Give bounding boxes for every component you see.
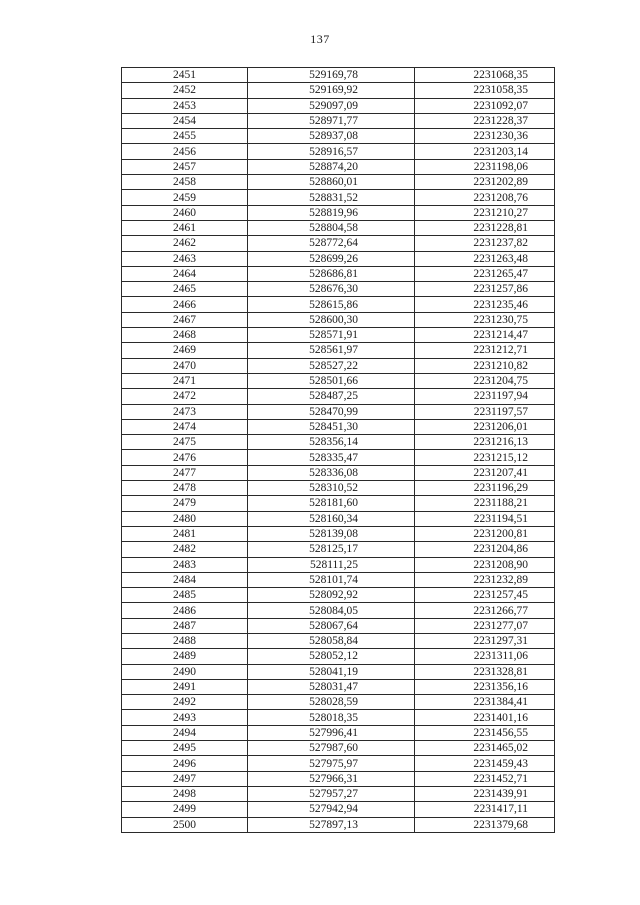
x-coordinate-cell: 528084,05 (248, 603, 415, 618)
y-coordinate-cell: 2231207,41 (415, 465, 555, 480)
x-coordinate-cell: 528699,26 (248, 251, 415, 266)
table-row (122, 389, 555, 404)
table-row (122, 129, 555, 144)
y-coordinate-cell: 2231214,47 (415, 328, 555, 343)
table-row (122, 695, 555, 710)
x-coordinate-cell: 528111,25 (248, 557, 415, 572)
table-row (122, 159, 555, 174)
x-coordinate-cell: 528181,60 (248, 496, 415, 511)
y-coordinate-cell: 2231210,82 (415, 358, 555, 373)
y-coordinate-cell: 2231257,45 (415, 588, 555, 603)
point-number-cell: 2466 (122, 297, 248, 312)
table-row (122, 817, 555, 832)
point-number-cell: 2486 (122, 603, 248, 618)
table-row (122, 756, 555, 771)
point-number-cell: 2500 (122, 817, 248, 832)
point-number-cell: 2479 (122, 496, 248, 511)
point-number-cell: 2471 (122, 373, 248, 388)
table-row (122, 190, 555, 205)
y-coordinate-cell: 2231456,55 (415, 725, 555, 740)
point-number-cell: 2469 (122, 343, 248, 358)
table-row (122, 266, 555, 281)
table-row (122, 679, 555, 694)
x-coordinate-cell: 528819,96 (248, 205, 415, 220)
table-row (122, 802, 555, 817)
y-coordinate-cell: 2231230,75 (415, 312, 555, 327)
table-row (122, 404, 555, 419)
y-coordinate-cell: 2231277,07 (415, 618, 555, 633)
point-number-cell: 2491 (122, 679, 248, 694)
point-number-cell: 2494 (122, 725, 248, 740)
y-coordinate-cell: 2231311,06 (415, 649, 555, 664)
y-coordinate-cell: 2231208,90 (415, 557, 555, 572)
y-coordinate-cell: 2231212,71 (415, 343, 555, 358)
table-row (122, 205, 555, 220)
table-row (122, 786, 555, 801)
point-number-cell: 2497 (122, 771, 248, 786)
table-row (122, 511, 555, 526)
y-coordinate-cell: 2231228,37 (415, 113, 555, 128)
table-row (122, 557, 555, 572)
y-coordinate-cell: 2231237,82 (415, 236, 555, 251)
x-coordinate-cell: 528937,08 (248, 129, 415, 144)
y-coordinate-cell: 2231465,02 (415, 741, 555, 756)
point-number-cell: 2490 (122, 664, 248, 679)
point-number-cell: 2452 (122, 83, 248, 98)
y-coordinate-cell: 2231208,76 (415, 190, 555, 205)
table-row (122, 68, 555, 83)
point-number-cell: 2468 (122, 328, 248, 343)
point-number-cell: 2457 (122, 159, 248, 174)
x-coordinate-cell: 527996,41 (248, 725, 415, 740)
x-coordinate-cell: 528804,58 (248, 220, 415, 235)
page-number: 137 (310, 32, 330, 46)
table-row (122, 251, 555, 266)
table-row (122, 98, 555, 113)
y-coordinate-cell: 2231197,94 (415, 389, 555, 404)
point-number-cell: 2489 (122, 649, 248, 664)
x-coordinate-cell: 529169,78 (248, 68, 415, 83)
table-row (122, 297, 555, 312)
point-number-cell: 2465 (122, 282, 248, 297)
point-number-cell: 2459 (122, 190, 248, 205)
point-number-cell: 2455 (122, 129, 248, 144)
x-coordinate-cell: 528470,99 (248, 404, 415, 419)
table-row (122, 496, 555, 511)
x-coordinate-cell: 527975,97 (248, 756, 415, 771)
point-number-cell: 2456 (122, 144, 248, 159)
table-row (122, 664, 555, 679)
point-number-cell: 2461 (122, 220, 248, 235)
x-coordinate-cell: 528052,12 (248, 649, 415, 664)
table-row (122, 725, 555, 740)
y-coordinate-cell: 2231297,31 (415, 633, 555, 648)
table-row (122, 771, 555, 786)
y-coordinate-cell: 2231230,36 (415, 129, 555, 144)
x-coordinate-cell: 529097,09 (248, 98, 415, 113)
point-number-cell: 2488 (122, 633, 248, 648)
point-number-cell: 2477 (122, 465, 248, 480)
table-row (122, 450, 555, 465)
y-coordinate-cell: 2231266,77 (415, 603, 555, 618)
y-coordinate-cell: 2231210,27 (415, 205, 555, 220)
point-number-cell: 2482 (122, 542, 248, 557)
table-row (122, 741, 555, 756)
y-coordinate-cell: 2231206,01 (415, 419, 555, 434)
x-coordinate-cell: 528031,47 (248, 679, 415, 694)
point-number-cell: 2454 (122, 113, 248, 128)
point-number-cell: 2484 (122, 572, 248, 587)
y-coordinate-cell: 2231203,14 (415, 144, 555, 159)
point-number-cell: 2470 (122, 358, 248, 373)
y-coordinate-cell: 2231439,91 (415, 786, 555, 801)
point-number-cell: 2473 (122, 404, 248, 419)
x-coordinate-cell: 528335,47 (248, 450, 415, 465)
y-coordinate-cell: 2231194,51 (415, 511, 555, 526)
point-number-cell: 2462 (122, 236, 248, 251)
y-coordinate-cell: 2231068,35 (415, 68, 555, 83)
x-coordinate-cell: 528067,64 (248, 618, 415, 633)
point-number-cell: 2492 (122, 695, 248, 710)
table-row (122, 113, 555, 128)
x-coordinate-cell: 528336,08 (248, 465, 415, 480)
x-coordinate-cell: 528018,35 (248, 710, 415, 725)
y-coordinate-cell: 2231204,86 (415, 542, 555, 557)
point-number-cell: 2460 (122, 205, 248, 220)
y-coordinate-cell: 2231198,06 (415, 159, 555, 174)
y-coordinate-cell: 2231459,43 (415, 756, 555, 771)
point-number-cell: 2478 (122, 481, 248, 496)
x-coordinate-cell: 528356,14 (248, 435, 415, 450)
x-coordinate-cell: 528831,52 (248, 190, 415, 205)
table-row (122, 83, 555, 98)
y-coordinate-cell: 2231356,16 (415, 679, 555, 694)
y-coordinate-cell: 2231197,57 (415, 404, 555, 419)
x-coordinate-cell: 528028,59 (248, 695, 415, 710)
point-number-cell: 2474 (122, 419, 248, 434)
x-coordinate-cell: 528571,91 (248, 328, 415, 343)
coordinates-table (121, 67, 555, 833)
x-coordinate-cell: 528487,25 (248, 389, 415, 404)
x-coordinate-cell: 528874,20 (248, 159, 415, 174)
table-row (122, 358, 555, 373)
point-number-cell: 2495 (122, 741, 248, 756)
table-row (122, 526, 555, 541)
point-number-cell: 2463 (122, 251, 248, 266)
x-coordinate-cell: 528772,64 (248, 236, 415, 251)
x-coordinate-cell: 528160,34 (248, 511, 415, 526)
y-coordinate-cell: 2231216,13 (415, 435, 555, 450)
table-row (122, 618, 555, 633)
point-number-cell: 2476 (122, 450, 248, 465)
x-coordinate-cell: 528561,97 (248, 343, 415, 358)
point-number-cell: 2487 (122, 618, 248, 633)
table-row (122, 343, 555, 358)
y-coordinate-cell: 2231204,75 (415, 373, 555, 388)
y-coordinate-cell: 2231200,81 (415, 526, 555, 541)
table-row (122, 588, 555, 603)
y-coordinate-cell: 2231232,89 (415, 572, 555, 587)
point-number-cell: 2485 (122, 588, 248, 603)
table-row (122, 603, 555, 618)
y-coordinate-cell: 2231257,86 (415, 282, 555, 297)
x-coordinate-cell: 528676,30 (248, 282, 415, 297)
y-coordinate-cell: 2231379,68 (415, 817, 555, 832)
y-coordinate-cell: 2231215,12 (415, 450, 555, 465)
table-row (122, 373, 555, 388)
table-row (122, 710, 555, 725)
table-row (122, 328, 555, 343)
table-row (122, 542, 555, 557)
y-coordinate-cell: 2231092,07 (415, 98, 555, 113)
point-number-cell: 2453 (122, 98, 248, 113)
y-coordinate-cell: 2231235,46 (415, 297, 555, 312)
point-number-cell: 2464 (122, 266, 248, 281)
x-coordinate-cell: 527957,27 (248, 786, 415, 801)
point-number-cell: 2451 (122, 68, 248, 83)
x-coordinate-cell: 528058,84 (248, 633, 415, 648)
x-coordinate-cell: 527987,60 (248, 741, 415, 756)
x-coordinate-cell: 528916,57 (248, 144, 415, 159)
x-coordinate-cell: 528139,08 (248, 526, 415, 541)
table-row (122, 435, 555, 450)
coordinates-table-body (122, 68, 555, 833)
y-coordinate-cell: 2231188,21 (415, 496, 555, 511)
x-coordinate-cell: 528125,17 (248, 542, 415, 557)
y-coordinate-cell: 2231384,41 (415, 695, 555, 710)
point-number-cell: 2498 (122, 786, 248, 801)
y-coordinate-cell: 2231196,29 (415, 481, 555, 496)
point-number-cell: 2499 (122, 802, 248, 817)
x-coordinate-cell: 528686,81 (248, 266, 415, 281)
point-number-cell: 2483 (122, 557, 248, 572)
x-coordinate-cell: 527966,31 (248, 771, 415, 786)
x-coordinate-cell: 528451,30 (248, 419, 415, 434)
point-number-cell: 2496 (122, 756, 248, 771)
y-coordinate-cell: 2231058,35 (415, 83, 555, 98)
point-number-cell: 2472 (122, 389, 248, 404)
point-number-cell: 2493 (122, 710, 248, 725)
y-coordinate-cell: 2231417,11 (415, 802, 555, 817)
table-row (122, 465, 555, 480)
x-coordinate-cell: 528310,52 (248, 481, 415, 496)
table-row (122, 236, 555, 251)
point-number-cell: 2458 (122, 175, 248, 190)
point-number-cell: 2467 (122, 312, 248, 327)
table-row (122, 481, 555, 496)
x-coordinate-cell: 528041,19 (248, 664, 415, 679)
x-coordinate-cell: 528527,22 (248, 358, 415, 373)
point-number-cell: 2480 (122, 511, 248, 526)
x-coordinate-cell: 528101,74 (248, 572, 415, 587)
table-row (122, 282, 555, 297)
point-number-cell: 2475 (122, 435, 248, 450)
y-coordinate-cell: 2231328,81 (415, 664, 555, 679)
table-row (122, 419, 555, 434)
x-coordinate-cell: 528615,86 (248, 297, 415, 312)
x-coordinate-cell: 527942,94 (248, 802, 415, 817)
table-row (122, 649, 555, 664)
x-coordinate-cell: 528860,01 (248, 175, 415, 190)
y-coordinate-cell: 2231401,16 (415, 710, 555, 725)
table-row (122, 312, 555, 327)
point-number-cell: 2481 (122, 526, 248, 541)
table-row (122, 144, 555, 159)
y-coordinate-cell: 2231202,89 (415, 175, 555, 190)
x-coordinate-cell: 528971,77 (248, 113, 415, 128)
table-row (122, 633, 555, 648)
y-coordinate-cell: 2231452,71 (415, 771, 555, 786)
table-row (122, 175, 555, 190)
x-coordinate-cell: 528501,66 (248, 373, 415, 388)
y-coordinate-cell: 2231263,48 (415, 251, 555, 266)
y-coordinate-cell: 2231228,81 (415, 220, 555, 235)
table-row (122, 572, 555, 587)
y-coordinate-cell: 2231265,47 (415, 266, 555, 281)
x-coordinate-cell: 528092,92 (248, 588, 415, 603)
x-coordinate-cell: 527897,13 (248, 817, 415, 832)
x-coordinate-cell: 528600,30 (248, 312, 415, 327)
table-row (122, 220, 555, 235)
x-coordinate-cell: 529169,92 (248, 83, 415, 98)
